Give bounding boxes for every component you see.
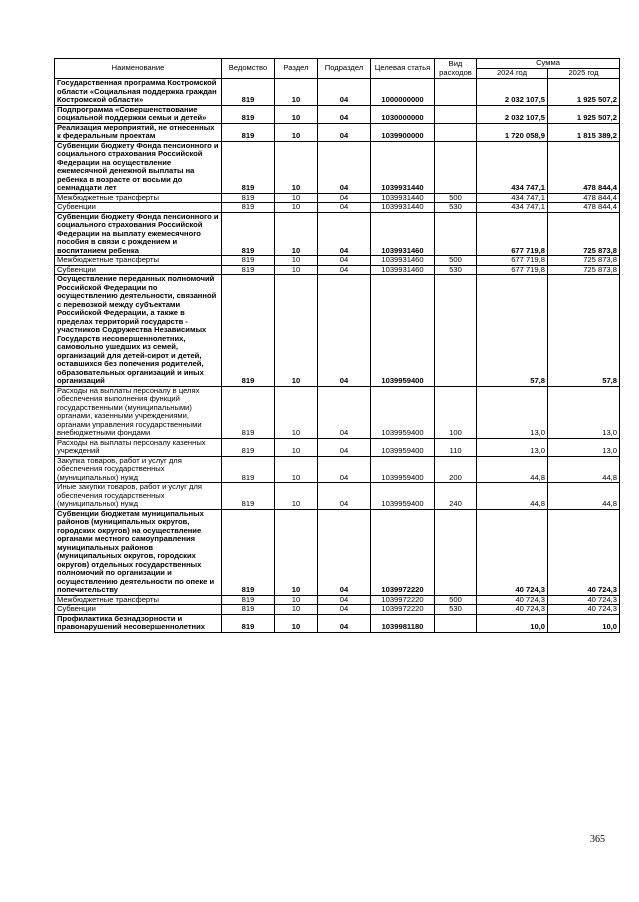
cell-sum-2025: 44,8 (548, 483, 620, 510)
cell-exp-type: 530 (435, 203, 477, 213)
cell-dept: 819 (222, 483, 275, 510)
cell-section: 10 (275, 265, 318, 275)
header-section: Раздел (275, 59, 318, 79)
table-row (55, 456, 620, 483)
cell-target: 1039972220 (371, 509, 435, 595)
cell-target: 1039959400 (371, 386, 435, 438)
cell-dept: 819 (222, 595, 275, 605)
table-header (55, 59, 620, 79)
cell-subsection: 04 (318, 203, 371, 213)
cell-subsection: 04 (318, 105, 371, 123)
page-number: 365 (590, 834, 605, 845)
cell-target: 1039931440 (371, 141, 435, 193)
cell-dept: 819 (222, 123, 275, 141)
cell-subsection: 04 (318, 193, 371, 203)
cell-sum-2025: 725 873,8 (548, 212, 620, 256)
cell-exp-type (435, 141, 477, 193)
cell-target: 1039972220 (371, 595, 435, 605)
cell-dept: 819 (222, 605, 275, 615)
cell-section: 10 (275, 256, 318, 266)
cell-name: Субвенции бюджетам муниципальных районов (муниципальных округов, городских округов) на осуществление органами местного самоуправления муниципальных районов (муниципальных округов, городских округов) отдельных государственных полномочий по организации и осуществлению деятельности по опеке и попечительству (55, 509, 222, 595)
cell-target: 1039900000 (371, 123, 435, 141)
cell-sum-2025: 10,0 (548, 614, 620, 632)
table-row (55, 438, 620, 456)
cell-subsection: 04 (318, 483, 371, 510)
cell-name: Иные закупки товаров, работ и услуг для обеспечения государственных (муниципальных) нужд (55, 483, 222, 510)
cell-subsection: 04 (318, 595, 371, 605)
cell-name: Расходы на выплаты персоналу в целях обеспечения выполнения функций государственными (муниципальными) органами, казенными учреждениями, органами управления государственными внебюджетными фондами (55, 386, 222, 438)
table-row (55, 483, 620, 510)
header-year-2025: 2025 год (548, 69, 620, 79)
cell-subsection: 04 (318, 79, 371, 106)
cell-sum-2025: 57,8 (548, 275, 620, 387)
table-row (55, 386, 620, 438)
table-row (55, 105, 620, 123)
cell-sum-2024: 434 747,1 (477, 193, 548, 203)
cell-exp-type: 500 (435, 595, 477, 605)
table-row (55, 212, 620, 256)
cell-exp-type (435, 275, 477, 387)
cell-exp-type (435, 105, 477, 123)
cell-exp-type: 200 (435, 456, 477, 483)
cell-dept: 819 (222, 141, 275, 193)
cell-section: 10 (275, 212, 318, 256)
cell-target: 1039972220 (371, 605, 435, 615)
cell-dept: 819 (222, 79, 275, 106)
cell-dept: 819 (222, 438, 275, 456)
cell-target: 1039959400 (371, 483, 435, 510)
cell-name: Государственная программа Костромской области «Социальная поддержка граждан Костромской области» (55, 79, 222, 106)
cell-subsection: 04 (318, 438, 371, 456)
cell-sum-2024: 40 724,3 (477, 595, 548, 605)
cell-target: 1039931460 (371, 265, 435, 275)
cell-dept: 819 (222, 614, 275, 632)
cell-dept: 819 (222, 275, 275, 387)
cell-sum-2025: 725 873,8 (548, 256, 620, 266)
cell-section: 10 (275, 105, 318, 123)
cell-subsection: 04 (318, 614, 371, 632)
cell-exp-type: 110 (435, 438, 477, 456)
table-row (55, 265, 620, 275)
cell-section: 10 (275, 203, 318, 213)
cell-sum-2024: 40 724,3 (477, 509, 548, 595)
cell-dept: 819 (222, 193, 275, 203)
table-row (55, 203, 620, 213)
cell-exp-type: 240 (435, 483, 477, 510)
cell-exp-type (435, 614, 477, 632)
cell-sum-2025: 1 925 507,2 (548, 105, 620, 123)
cell-name: Субвенции (55, 265, 222, 275)
cell-exp-type: 100 (435, 386, 477, 438)
cell-name: Профилактика безнадзорности и правонарушений несовершеннолетних (55, 614, 222, 632)
cell-name: Подпрограмма «Совершенствование социальной поддержки семьи и детей» (55, 105, 222, 123)
cell-sum-2024: 10,0 (477, 614, 548, 632)
header-year-2024: 2024 год (477, 69, 548, 79)
cell-subsection: 04 (318, 275, 371, 387)
cell-sum-2024: 434 747,1 (477, 141, 548, 193)
cell-name: Субвенции (55, 605, 222, 615)
cell-sum-2025: 44,8 (548, 456, 620, 483)
cell-dept: 819 (222, 105, 275, 123)
cell-exp-type: 500 (435, 256, 477, 266)
table-row (55, 123, 620, 141)
cell-section: 10 (275, 483, 318, 510)
table-row (55, 275, 620, 387)
cell-name: Реализация мероприятий, не отнесенных к федеральным проектам (55, 123, 222, 141)
cell-sum-2025: 478 844,4 (548, 141, 620, 193)
cell-section: 10 (275, 595, 318, 605)
cell-name: Осуществление переданных полномочий Российской Федерации по осуществлению деятельности, связанной с перевозкой между субъектами Российской Федерации, а также в пределах территорий государств - участников Содружества Независимых Государств несовершеннолетних, самовольно ушедших из семей, организаций для детей-сирот и детей, оставшихся без попечения родителей, образовательных организаций и иных организаций (55, 275, 222, 387)
cell-dept: 819 (222, 456, 275, 483)
table-row (55, 256, 620, 266)
cell-sum-2024: 434 747,1 (477, 203, 548, 213)
cell-sum-2024: 677 719,8 (477, 265, 548, 275)
cell-subsection: 04 (318, 256, 371, 266)
cell-sum-2025: 1 815 389,2 (548, 123, 620, 141)
cell-sum-2024: 40 724,3 (477, 605, 548, 615)
table-row (55, 193, 620, 203)
cell-sum-2025: 13,0 (548, 438, 620, 456)
cell-name: Межбюджетные трансферты (55, 193, 222, 203)
cell-dept: 819 (222, 265, 275, 275)
cell-target: 1000000000 (371, 79, 435, 106)
cell-dept: 819 (222, 386, 275, 438)
cell-section: 10 (275, 509, 318, 595)
cell-dept: 819 (222, 212, 275, 256)
header-dept: Ведомство (222, 59, 275, 79)
cell-subsection: 04 (318, 386, 371, 438)
table-body (55, 79, 620, 633)
cell-section: 10 (275, 79, 318, 106)
cell-exp-type (435, 509, 477, 595)
cell-sum-2025: 1 925 507,2 (548, 79, 620, 106)
cell-name: Межбюджетные трансферты (55, 595, 222, 605)
cell-sum-2024: 677 719,8 (477, 212, 548, 256)
cell-dept: 819 (222, 509, 275, 595)
cell-section: 10 (275, 456, 318, 483)
cell-name: Субвенции бюджету Фонда пенсионного и социального страхования Российской Федерации на осуществление ежемесячной денежной выплаты на ребенка в возрасте от восьми до семнадцати лет (55, 141, 222, 193)
cell-name: Субвенции (55, 203, 222, 213)
cell-section: 10 (275, 438, 318, 456)
cell-target: 1039931460 (371, 212, 435, 256)
cell-sum-2025: 40 724,3 (548, 509, 620, 595)
cell-dept: 819 (222, 203, 275, 213)
cell-target: 1039959400 (371, 456, 435, 483)
cell-target: 1030000000 (371, 105, 435, 123)
cell-target: 1039981180 (371, 614, 435, 632)
cell-subsection: 04 (318, 456, 371, 483)
table-row (55, 141, 620, 193)
cell-section: 10 (275, 123, 318, 141)
cell-exp-type (435, 79, 477, 106)
header-exp-type: Вид расходов (435, 59, 477, 79)
cell-sum-2024: 13,0 (477, 386, 548, 438)
cell-sum-2025: 478 844,4 (548, 203, 620, 213)
cell-exp-type: 530 (435, 265, 477, 275)
cell-subsection: 04 (318, 123, 371, 141)
cell-sum-2024: 44,8 (477, 483, 548, 510)
cell-sum-2024: 2 032 107,5 (477, 79, 548, 106)
cell-sum-2024: 677 719,8 (477, 256, 548, 266)
cell-subsection: 04 (318, 141, 371, 193)
cell-name: Межбюджетные трансферты (55, 256, 222, 266)
cell-sum-2025: 13,0 (548, 386, 620, 438)
cell-subsection: 04 (318, 212, 371, 256)
header-subsection: Подраздел (318, 59, 371, 79)
cell-subsection: 04 (318, 605, 371, 615)
cell-exp-type: 530 (435, 605, 477, 615)
cell-dept: 819 (222, 256, 275, 266)
table-row (55, 509, 620, 595)
cell-sum-2024: 57,8 (477, 275, 548, 387)
cell-target: 1039959400 (371, 438, 435, 456)
table-row (55, 595, 620, 605)
cell-subsection: 04 (318, 265, 371, 275)
cell-name: Закупка товаров, работ и услуг для обеспечения государственных (муниципальных) нужд (55, 456, 222, 483)
cell-sum-2025: 40 724,3 (548, 595, 620, 605)
table-row (55, 79, 620, 106)
header-name: Наименование (55, 59, 222, 79)
cell-sum-2025: 725 873,8 (548, 265, 620, 275)
cell-section: 10 (275, 275, 318, 387)
cell-sum-2025: 478 844,4 (548, 193, 620, 203)
cell-section: 10 (275, 193, 318, 203)
header-target: Целевая статья (371, 59, 435, 79)
cell-sum-2024: 13,0 (477, 438, 548, 456)
cell-exp-type: 500 (435, 193, 477, 203)
cell-sum-2024: 44,8 (477, 456, 548, 483)
header-sum: Сумма (477, 59, 620, 69)
cell-sum-2024: 2 032 107,5 (477, 105, 548, 123)
cell-name: Расходы на выплаты персоналу казенных учреждений (55, 438, 222, 456)
cell-section: 10 (275, 614, 318, 632)
cell-name: Субвенции бюджету Фонда пенсионного и социального страхования Российской Федерации на выплату ежемесячного пособия в связи с рождением и воспитанием ребенка (55, 212, 222, 256)
cell-exp-type (435, 123, 477, 141)
budget-table (54, 58, 620, 633)
cell-target: 1039931440 (371, 203, 435, 213)
cell-sum-2025: 40 724,3 (548, 605, 620, 615)
cell-exp-type (435, 212, 477, 256)
cell-sum-2024: 1 720 058,9 (477, 123, 548, 141)
cell-subsection: 04 (318, 509, 371, 595)
cell-section: 10 (275, 386, 318, 438)
cell-target: 1039931460 (371, 256, 435, 266)
cell-target: 1039931440 (371, 193, 435, 203)
cell-section: 10 (275, 605, 318, 615)
table-row (55, 614, 620, 632)
table-row (55, 605, 620, 615)
cell-target: 1039959400 (371, 275, 435, 387)
cell-section: 10 (275, 141, 318, 193)
